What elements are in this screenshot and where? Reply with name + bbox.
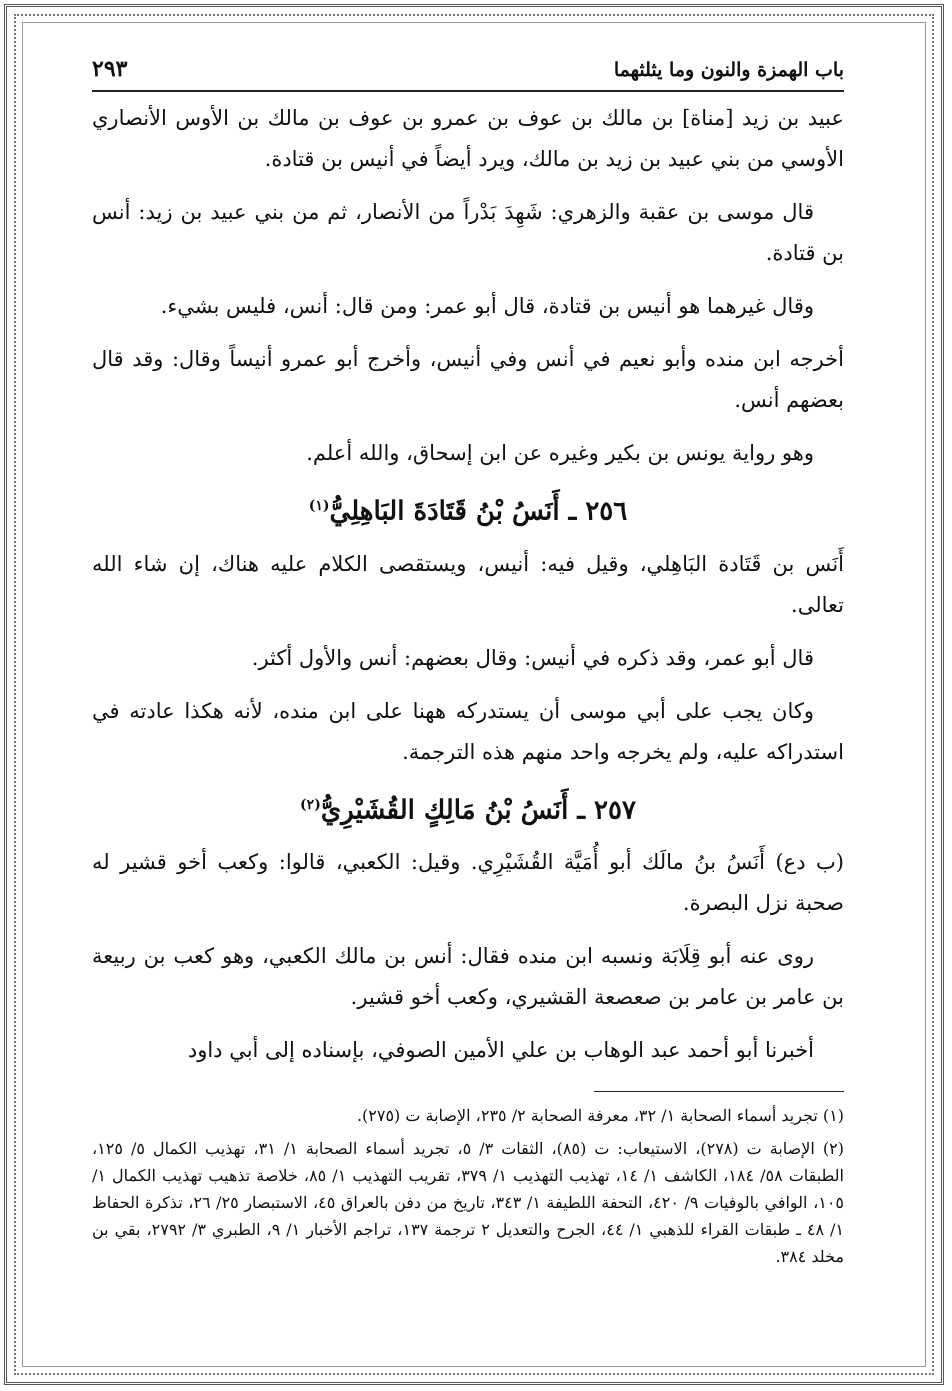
entry-title: ٢٥٧ ـ أَنَسُ بْنُ مَالِكٍ القُشَيْرِيُّ bbox=[320, 795, 636, 826]
paragraph: عبيد بن زيد [مناة] بن مالك بن عوف بن عمرو بن عوف بن مالك بن الأوس الأنصاري الأوسي من بني عبيد بن زيد بن مالك، ويرد أيضاً في أنيس بن قتادة. bbox=[92, 106, 844, 171]
paragraph: أخرجه ابن منده وأبو نعيم في أنس وفي أنيس، وأخرج أبو عمرو أنيساً وقال: وقد قال بعضهم أنس. bbox=[92, 347, 844, 412]
page-content bbox=[92, 56, 844, 1276]
paragraph: قال موسى بن عقبة والزهري: شَهِدَ بَدْراً من الأنصار، ثم من بني عبيد بن زيد: أنس بن قتادة. bbox=[92, 200, 844, 265]
paragraph: وهو رواية يونس بن بكير وغيره عن ابن إسحاق، والله أعلم. bbox=[306, 441, 814, 465]
entry-heading-257 bbox=[92, 785, 844, 831]
paragraph: قال أبو عمر، وقد ذكره في أنيس: وقال بعضهم: أنس والأول أكثر. bbox=[251, 645, 814, 670]
paragraph: أَنَس بن قَتَادة البَاهِلي، وقيل فيه: أنيس، ويستقصى الكلام عليه هناك، إن شاء الله تعالى. bbox=[92, 551, 844, 617]
running-header bbox=[92, 56, 844, 92]
paragraph: وكان يجب على أبي موسى أن يستدركه ههنا على ابن منده، لأنه هكذا عادته في استدراكه عليه، ولم يخرجه واحد منهم هذه الترجمة. bbox=[92, 698, 844, 764]
paragraph: روى عنه أبو قِلَابَة ونسبه ابن منده فقال: أنس بن مالك الكعبي، وهو كعب بن ربيعة بن عامر بن عامر بن صعصعة القشيري، وكعب أخو قشير. bbox=[92, 944, 844, 1010]
footnote-marker: (١) bbox=[308, 498, 330, 514]
page-number: ٢٩٣ bbox=[92, 56, 128, 82]
footnote-separator bbox=[594, 1091, 844, 1092]
paragraph: وقال غيرهما هو أنيس بن قتادة، قال أبو عمر: ومن قال: أنس، فليس بشيء. bbox=[160, 294, 814, 318]
paragraph: أخبرنا أبو أحمد عبد الوهاب بن علي الأمين الصوفي، بإسناده إلى أبي داود bbox=[187, 1038, 814, 1063]
paragraph: (ب دع) أَنَسُ بنُ مالَك أبو أُمَيَّة القُشَيْرِي. وقيل: الكعبي، قالوا: وكعب أخو قشير له صحبة نزل البصرة. bbox=[92, 850, 844, 916]
footnote: (١) تجريد أسماء الصحابة ١/ ٣٢، معرفة الصحابة ٢/ ٢٣٥، الإصابة ت (٢٧٥). bbox=[356, 1106, 844, 1126]
entry-title: ٢٥٦ ـ أَنَسُ بْنُ قَتَادَةَ البَاهِلِيُّ bbox=[329, 496, 628, 527]
footnote: (٢) الإصابة ت (٢٧٨)، الاستيعاب: ت (٨٥)، الثقات ٣/ ٥، تجريد أسماء الصحابة ١/ ٣١، تهذيب الكمال ٥/ ١٢٥، الطبقات ٥٨/ ١٨٤، الكاشف ١/ ١٤، تهذيب التهذيب ١/ ٣٧٩، تقريب التهذيب ١/ ٨٥، خلاصة تذهيب تهذيب الكمال ١/ ١٠٥، الوافي بالوفيات ٩/ ٤٢٠، التحفة اللطيفة ١/ ٣٤٣، تاريخ من دفن بالعراق ٤٥، الاستبصار ٢٥/ ٢٦، تذكرة الحفاظ ١/ ٤٨ ـ طبقات القراء للذهبي ١/ ٤٤، الجرح والتعديل ٢ ترجمة ١٣٧، تراجم الأخبار ١/ ٩، الطبري ٣/ ٢٧٩٢، بقي بن مخلد ٣٨٤. bbox=[92, 1139, 845, 1267]
footnotes bbox=[92, 1102, 844, 1270]
entry-heading-256 bbox=[92, 486, 844, 532]
footnote-marker: (٢) bbox=[300, 796, 321, 813]
chapter-title: باب الهمزة والنون وما يثلثهما bbox=[613, 59, 844, 81]
